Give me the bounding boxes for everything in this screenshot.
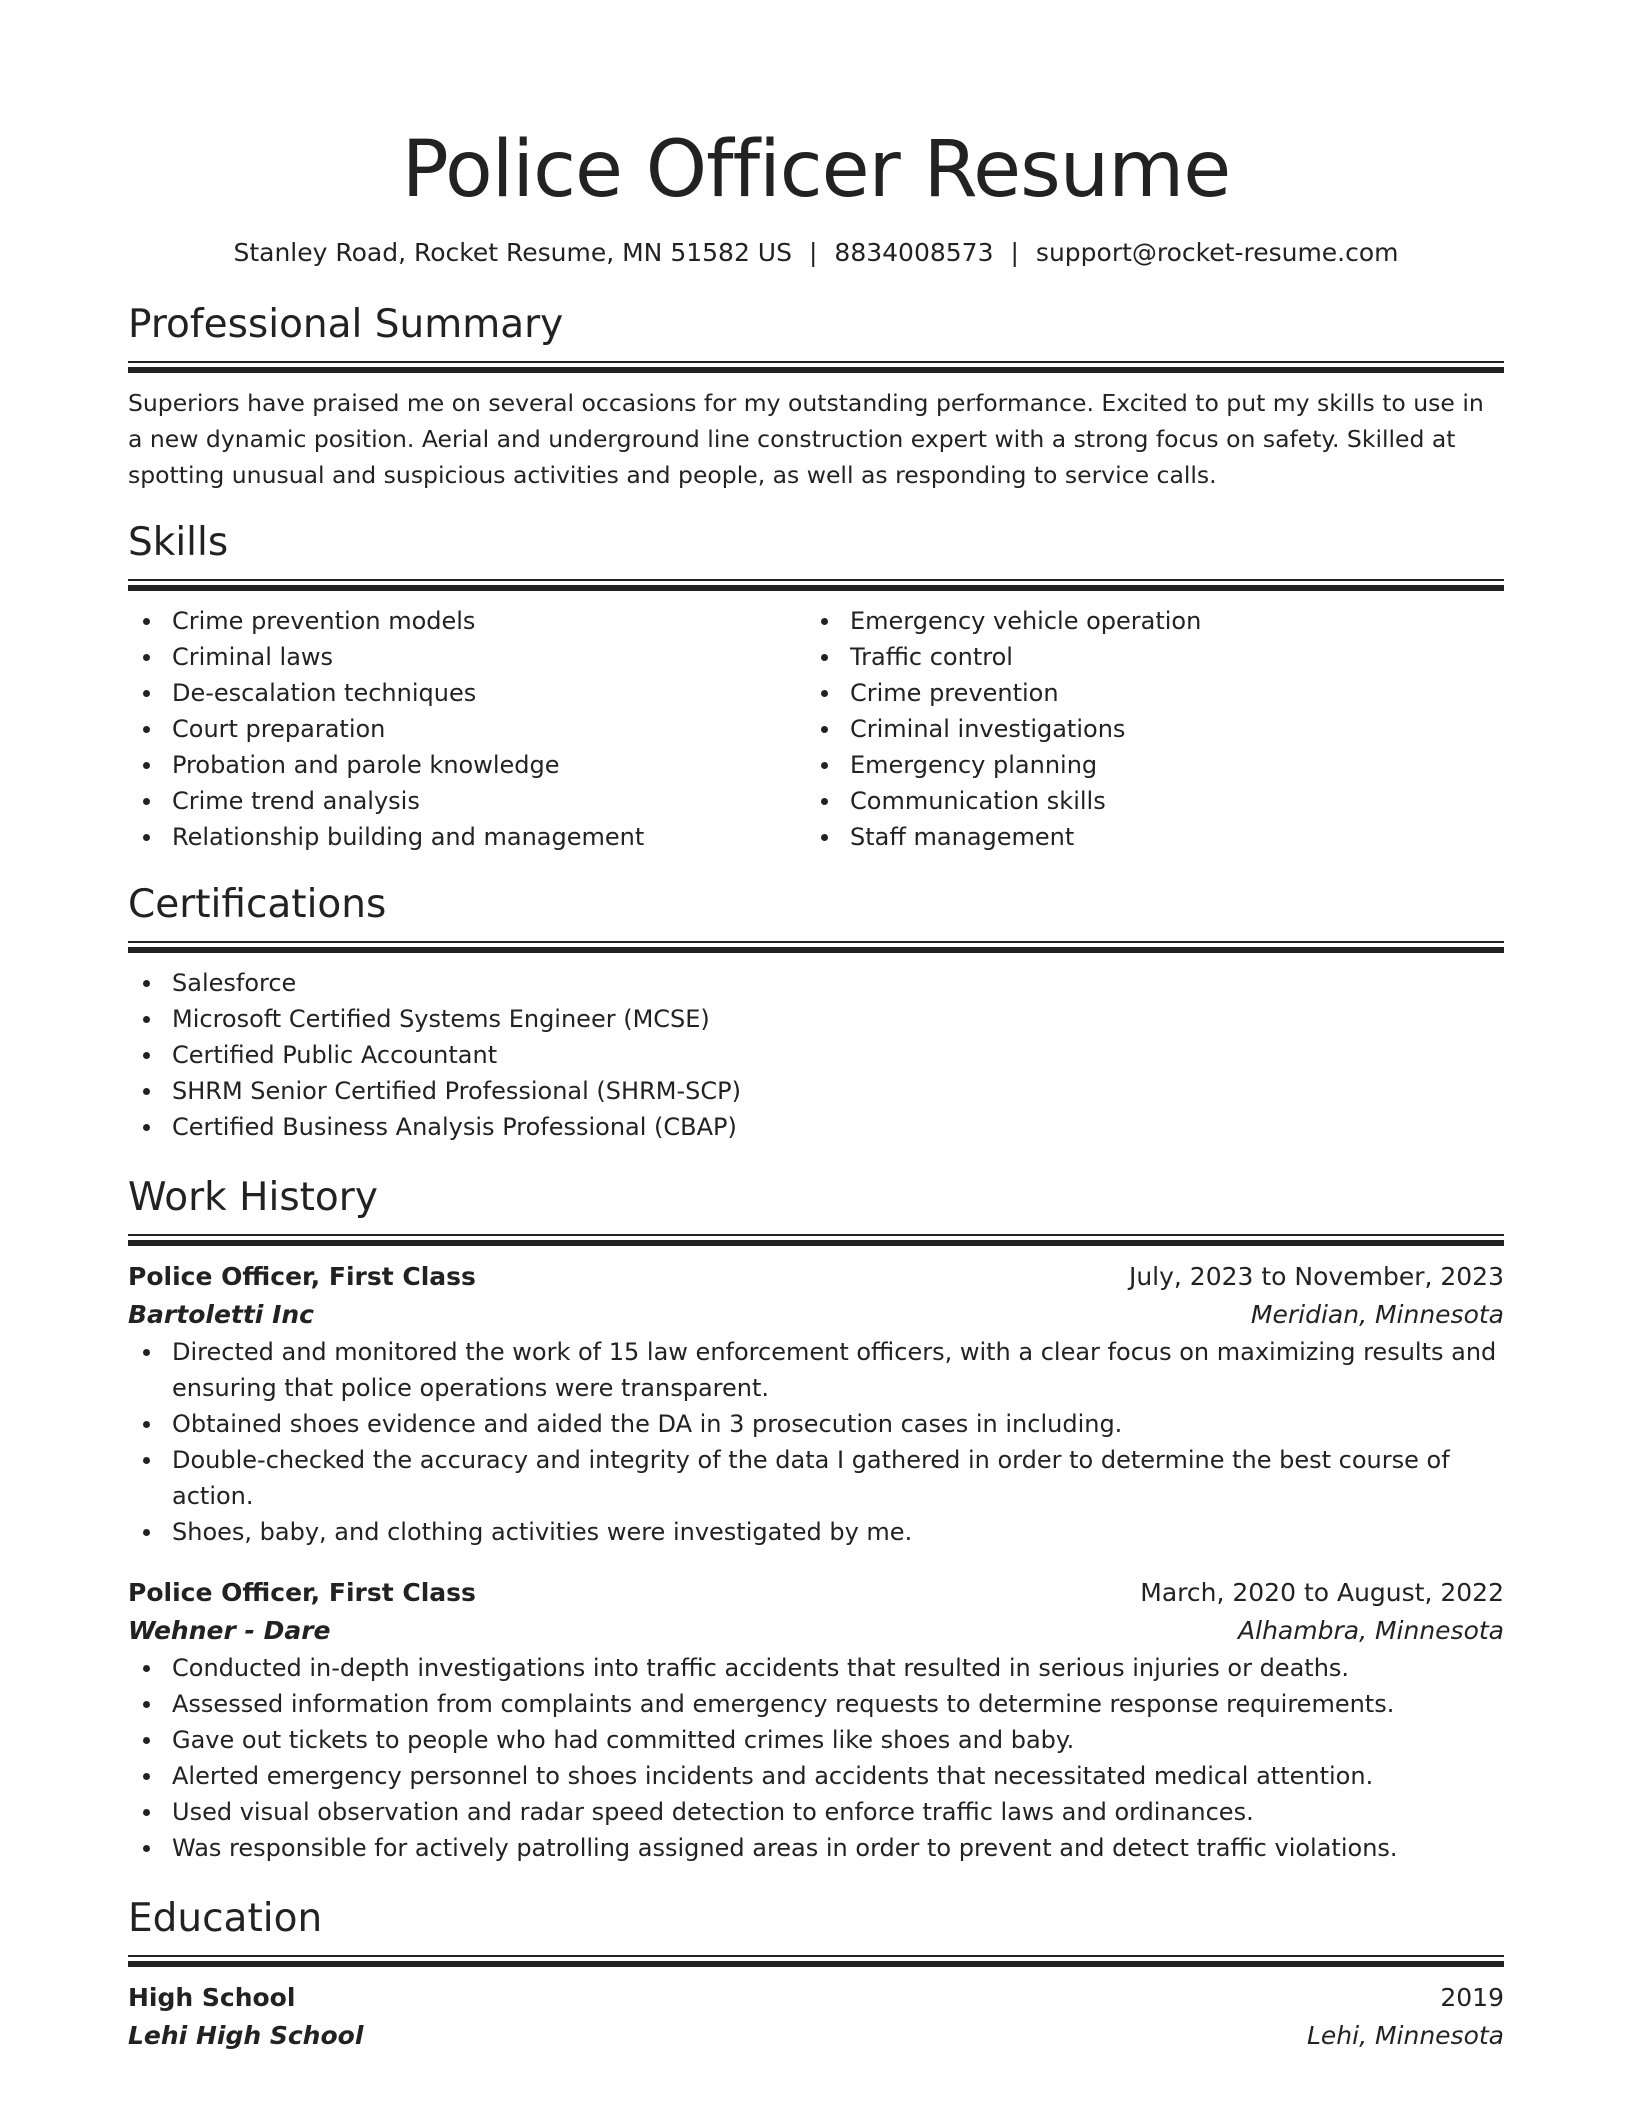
resume-title: Police Officer Resume (401, 125, 1231, 215)
job-title: Police Officer, First Class (128, 1578, 476, 1607)
certification-item: Certified Business Analysis Professional (CBAP) (128, 1109, 1504, 1145)
education-location: Lehi, Minnesota (1306, 2021, 1504, 2050)
education-year: 2019 (1440, 1983, 1504, 2012)
skill-item: De-escalation techniques (128, 675, 806, 711)
skill-item: Crime prevention (806, 675, 1484, 711)
section-divider (128, 579, 1504, 591)
contact-separator: | (808, 238, 818, 267)
skill-item: Communication skills (806, 783, 1484, 819)
skill-item: Court preparation (128, 711, 806, 747)
job-subheader (128, 1612, 1504, 1650)
job-entry (128, 1574, 1504, 1866)
job-bullet-list (128, 1650, 1504, 1866)
certifications-section (128, 880, 1504, 1145)
job-bullet-list (128, 1334, 1504, 1550)
skill-item: Crime trend analysis (128, 783, 806, 819)
job-bullet: Directed and monitored the work of 15 law enforcement officers, with a clear focus on maximizing results and ensuring that police operations were transparent. (128, 1334, 1504, 1406)
education-entry (128, 1979, 1504, 2055)
job-company: Bartoletti Inc (128, 1300, 314, 1329)
job-bullet: Assessed information from complaints and emergency requests to determine response requirements. (128, 1686, 1504, 1722)
skills-list-right (806, 603, 1484, 855)
job-dates: July, 2023 to November, 2023 (1128, 1262, 1504, 1291)
section-divider (128, 1234, 1504, 1246)
certification-item: Microsoft Certified Systems Engineer (MCSE) (128, 1001, 1504, 1037)
section-heading-skills: Skills (128, 520, 229, 565)
work-history-section (128, 1173, 1504, 1866)
job-bullet: Conducted in-depth investigations into traffic accidents that resulted in serious injuries or deaths. (128, 1650, 1504, 1686)
skills-section (128, 518, 1504, 855)
education-section (128, 1894, 1504, 2055)
skill-item: Probation and parole knowledge (128, 747, 806, 783)
skill-item: Criminal laws (128, 639, 806, 675)
section-divider (128, 1955, 1504, 1967)
section-divider (128, 361, 1504, 373)
education-school: Lehi High School (128, 2021, 364, 2050)
job-bullet: Used visual observation and radar speed detection to enforce traffic laws and ordinances. (128, 1794, 1504, 1830)
skill-item: Criminal investigations (806, 711, 1484, 747)
section-heading-work-history: Work History (128, 1175, 378, 1220)
education-degree: High School (128, 1983, 296, 2012)
skills-columns (128, 603, 1504, 855)
job-entry (128, 1258, 1504, 1550)
section-heading-summary: Professional Summary (128, 302, 564, 347)
summary-text: Superiors have praised me on several occasions for my outstanding performance. Excited to put my skills to use in a new dynamic position. Aerial and underground line construction expert with a strong focus on safety. Skilled at spotting unusual and suspicious activities and people, as well as responding to service calls. (128, 389, 1484, 489)
skill-item: Staff management (806, 819, 1484, 855)
job-company: Wehner - Dare (128, 1616, 331, 1645)
skill-item: Crime prevention models (128, 603, 806, 639)
resume-page (128, 0, 1504, 2055)
education-header (128, 1979, 1504, 2017)
job-title: Police Officer, First Class (128, 1262, 476, 1291)
skill-item: Emergency planning (806, 747, 1484, 783)
job-header (128, 1574, 1504, 1612)
contact-email: support@rocket-resume.com (1035, 238, 1399, 267)
contact-phone: 8834008573 (834, 238, 994, 267)
job-bullet: Alerted emergency personnel to shoes incidents and accidents that necessitated medical attention. (128, 1758, 1504, 1794)
contact-separator: | (1010, 238, 1019, 267)
skill-item: Relationship building and management (128, 819, 806, 855)
certifications-list (128, 965, 1504, 1145)
certification-item: Salesforce (128, 965, 1504, 1001)
section-divider (128, 941, 1504, 953)
job-subheader (128, 1296, 1504, 1334)
certification-item: SHRM Senior Certified Professional (SHRM-SCP) (128, 1073, 1504, 1109)
contact-line (128, 236, 1504, 270)
job-bullet: Gave out tickets to people who had committed crimes like shoes and baby. (128, 1722, 1504, 1758)
job-bullet: Was responsible for actively patrolling assigned areas in order to prevent and detect traffic violations. (128, 1830, 1504, 1866)
education-subheader (128, 2017, 1504, 2055)
summary-section (128, 300, 1504, 493)
job-bullet: Obtained shoes evidence and aided the DA in 3 prosecution cases in including. (128, 1406, 1504, 1442)
skill-item: Emergency vehicle operation (806, 603, 1484, 639)
certification-item: Certified Public Accountant (128, 1037, 1504, 1073)
section-heading-certifications: Certifications (128, 882, 387, 927)
job-header (128, 1258, 1504, 1296)
job-dates: March, 2020 to August, 2022 (1140, 1578, 1504, 1607)
section-heading-education: Education (128, 1896, 323, 1941)
job-bullet: Double-checked the accuracy and integrity of the data I gathered in order to determine the best course of action. (128, 1442, 1504, 1514)
skills-list-left (128, 603, 806, 855)
contact-address: Stanley Road, Rocket Resume, MN 51582 US (233, 238, 792, 267)
skill-item: Traffic control (806, 639, 1484, 675)
job-location: Meridian, Minnesota (1250, 1300, 1504, 1329)
job-location: Alhambra, Minnesota (1238, 1616, 1504, 1645)
job-bullet: Shoes, baby, and clothing activities were investigated by me. (128, 1514, 1504, 1550)
